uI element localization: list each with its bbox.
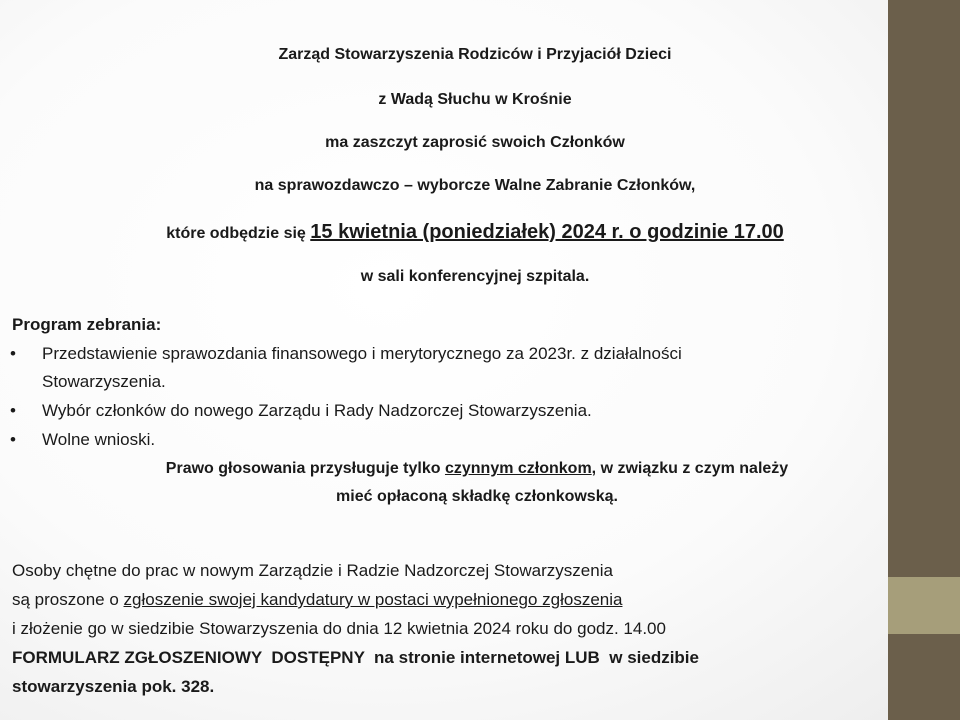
voting-prefix: Prawo głosowania przysługuje tylko: [165, 460, 445, 477]
header-line-1: Zarząd Stowarzyszenia Rodziców i Przyjaciół Dzieci: [278, 46, 672, 63]
program-title: Program zebrania:: [12, 315, 162, 334]
voting-rights-line-2: mieć opłaconą składkę członkowską.: [336, 488, 618, 505]
candidates-line-3: i złożenie go w siedzibie Stowarzyszenia do dnia 12 kwietnia 2024 roku do godz. 14.00: [12, 619, 666, 638]
sidebar-bottom-band: [888, 634, 960, 720]
header-line-2: z Wadą Słuchu w Krośnie: [378, 91, 572, 108]
meeting-date-prefix: które odbędzie się: [166, 225, 311, 242]
voting-suffix: , w związku z czym należy: [591, 460, 789, 477]
program-item-2: Wybór członków do nowego Zarządu i Rady Nadzorczej Stowarzyszenia.: [42, 401, 592, 420]
bullet-1: •: [10, 344, 16, 363]
meeting-location: w sali konferencyjnej szpitala.: [360, 268, 590, 285]
meeting-date-line: [60, 221, 890, 244]
candidates-line-2: [12, 590, 622, 610]
sidebar-light-band: [888, 577, 960, 634]
program-item-1-continuation: Stowarzyszenia.: [42, 372, 166, 391]
header-line-3: ma zaszczyt zaprosić swoich Członków: [325, 134, 625, 151]
candidates-line-2-underlined: zgłoszenie swojej kandydatury w postaci wypełnionego zgłoszenia: [123, 590, 623, 609]
voting-underlined: czynnym członkom: [444, 460, 592, 477]
bullet-2: •: [10, 401, 16, 420]
header-line-4: na sprawozdawczo – wyborcze Walne Zabranie Członków,: [254, 177, 696, 194]
bullet-3: •: [10, 430, 16, 449]
meeting-date: 15 kwietnia (poniedziałek) 2024 r. o godzinie 17.00: [310, 221, 784, 243]
form-availability-line: FORMULARZ ZGŁOSZENIOWY DOSTĘPNY na stronie internetowej LUB w siedzibie: [12, 648, 699, 667]
voting-rights-line-1: [62, 460, 892, 478]
candidates-line-2-prefix: są proszone o: [12, 590, 124, 609]
sidebar-dark-band: [888, 0, 960, 577]
office-room-line: stowarzyszenia pok. 328.: [12, 677, 215, 696]
program-item-1: Przedstawienie sprawozdania finansowego i merytorycznego za 2023r. z działalności: [42, 344, 682, 363]
candidates-line-1: Osoby chętne do prac w nowym Zarządzie i Radzie Nadzorczej Stowarzyszenia: [12, 561, 613, 580]
program-item-3: Wolne wnioski.: [42, 430, 156, 449]
